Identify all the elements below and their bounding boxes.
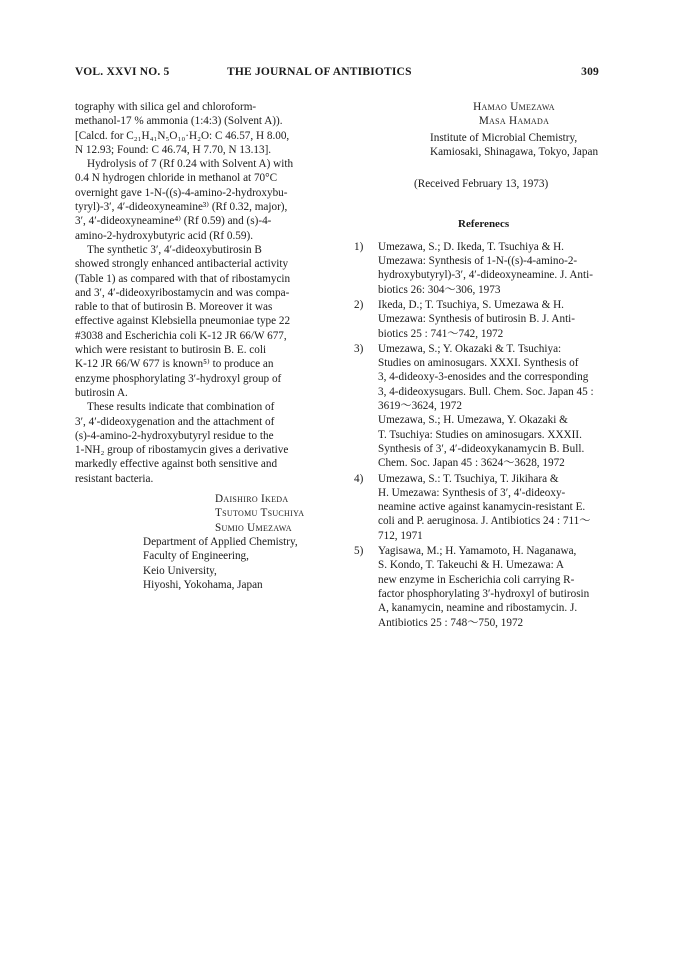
reference-line: 3, 4-dideoxysugars. Bull. Chem. Soc. Japan 45 : bbox=[378, 385, 594, 398]
text-line: K-12 JR 66/W 677 is known⁵⁾ to produce an bbox=[75, 358, 274, 371]
reference-item bbox=[350, 342, 600, 471]
text-line: These results indicate that combination of bbox=[87, 401, 275, 414]
text-line: showed strongly enhanced antibacterial activity bbox=[75, 258, 289, 271]
reference-line: 712, 1971 bbox=[378, 529, 423, 542]
affiliation-line: Faculty of Engineering, bbox=[143, 550, 249, 563]
reference-line: 3619～3624, 1972 bbox=[378, 400, 462, 413]
author-name: Masa Hamada bbox=[478, 115, 550, 128]
text-line: The synthetic 3′, 4′-dideoxybutirosin B bbox=[87, 243, 262, 256]
affiliation-line: Hiyoshi, Yokohama, Japan bbox=[143, 578, 263, 591]
paragraph-conclusion bbox=[75, 400, 329, 486]
affiliation-line: Department of Applied Chemistry, bbox=[143, 535, 298, 548]
reference-line: Umezawa, S.; D. Ikeda, T. Tsuchiya & H. bbox=[378, 240, 564, 253]
left-column bbox=[75, 100, 329, 592]
affiliation bbox=[143, 535, 329, 592]
author-block-left bbox=[75, 492, 329, 592]
reference-line: Umezawa, S.: T. Tsuchiya, T. Jikihara & bbox=[378, 472, 559, 485]
text-line: overnight gave 1-N-((s)-4-amino-2-hydroxybu- bbox=[75, 186, 288, 199]
reference-item bbox=[350, 298, 600, 341]
text-line: (s)-4-amino-2-hydroxybutyryl residue to the bbox=[75, 429, 274, 442]
reference-line: Umezawa, S.; Y. Okazaki & T. Tsuchiya: bbox=[378, 342, 562, 355]
paragraph-experimental bbox=[75, 100, 329, 157]
text-line: amino-2-hydroxybutyric acid (Rf 0.59). bbox=[75, 229, 254, 242]
received-date: (Received February 13, 1973) bbox=[414, 178, 549, 191]
text-line: butirosin A. bbox=[75, 386, 128, 399]
volume-label: VOL. XXVI NO. 5 bbox=[75, 66, 170, 78]
reference-line: T. Tsuchiya: Studies on aminosugars. XXXII. bbox=[378, 428, 582, 441]
references-heading: Referenecs bbox=[458, 218, 510, 231]
reference-line: H. Umezawa: Synthesis of 3′, 4′-dideoxy- bbox=[378, 486, 566, 499]
text-line: and 3′, 4′-dideoxyribostamycin and was compa- bbox=[75, 286, 290, 299]
reference-line: Umezawa: Synthesis of 1-N-((s)-4-amino-2- bbox=[378, 255, 578, 268]
text-line: 3′, 4′-dideoxyneamine⁴⁾ (Rf 0.59) and (s)-4- bbox=[75, 215, 272, 228]
text-line: effective against Klebsiella pneumoniae type 22 bbox=[75, 315, 291, 328]
reference-line: Ikeda, D.; T. Tsuchiya, S. Umezawa & H. bbox=[378, 298, 564, 311]
affiliation-right bbox=[350, 131, 600, 160]
author-name: Tsutomu Tsuchiya bbox=[215, 507, 305, 520]
text-line: resistant bacteria. bbox=[75, 472, 154, 485]
reference-line: Antibiotics 25 : 748～750, 1972 bbox=[378, 616, 524, 629]
reference-line: Synthesis of 3′, 4′-dideoxykanamycin B. Bull. bbox=[378, 442, 585, 455]
affiliation-line: Institute of Microbial Chemistry, bbox=[430, 131, 578, 144]
reference-line: Umezawa: Synthesis of butirosin B. J. Anti- bbox=[378, 313, 576, 326]
references-list bbox=[350, 240, 600, 630]
text-line: enzyme phosphorylating 3′-hydroxyl group of bbox=[75, 372, 282, 385]
text-line: N 12.93; Found: C 46.74, H 7.70, N 13.13]. bbox=[75, 143, 272, 156]
text-line: (Table 1) as compared with that of ribostamycin bbox=[75, 272, 291, 285]
reference-line: hydroxybutyryl)-3′, 4′-dideoxyneamine. J. Anti- bbox=[378, 269, 593, 282]
reference-line: Umezawa, S.; H. Umezawa, Y. Okazaki & bbox=[378, 414, 568, 427]
reference-number: 1) bbox=[354, 240, 364, 253]
affiliation-line: Kamiosaki, Shinagawa, Tokyo, Japan bbox=[430, 145, 599, 158]
text-line: #3038 and Escherichia coli K-12 JR 66/W 677, bbox=[75, 329, 287, 342]
affiliation-line: Keio University, bbox=[143, 564, 217, 577]
text-line: tography with silica gel and chloroform- bbox=[75, 101, 257, 113]
text-line: tyryl)-3′, 4′-dideoxyneamine³⁾ (Rf 0.32, major), bbox=[75, 201, 288, 214]
reference-line: neamine active against kanamycin-resistant E. bbox=[378, 501, 586, 514]
text-line: which were resistant to butirosin B. E. coli bbox=[75, 344, 267, 357]
author-name: Daishiro Ikeda bbox=[215, 493, 289, 506]
reference-item bbox=[350, 544, 600, 630]
text-line: [Calcd. for C₂₁H₄₁N₅O₁₀·H₂O: C 46.57, H 8.00, bbox=[75, 129, 290, 142]
reference-line: biotics 25 : 741～742, 1972 bbox=[378, 327, 504, 340]
paragraph-activity bbox=[75, 243, 329, 400]
reference-line: coli and P. aeruginosa. J. Antibiotics 24 : 711～ bbox=[378, 515, 591, 528]
text-line: 1-NH₂ group of ribostamycin gives a derivative bbox=[75, 444, 289, 457]
reference-line: 3, 4-dideoxy-3-enosides and the corresponding bbox=[378, 371, 589, 384]
paragraph-hydrolysis bbox=[75, 157, 329, 243]
reference-number: 5) bbox=[354, 545, 364, 558]
reference-line: Studies on aminosugars. XXXI. Synthesis of bbox=[378, 357, 579, 370]
text-line: 0.4 N hydrogen chloride in methanol at 70°C bbox=[75, 172, 278, 185]
reference-number: 4) bbox=[354, 472, 364, 485]
author-names-right bbox=[350, 100, 600, 129]
reference-line: biotics 26: 304～306, 1973 bbox=[378, 283, 501, 296]
reference-line: S. Kondo, T. Takeuchi & H. Umezawa: A bbox=[378, 559, 564, 572]
page-number: 309 bbox=[581, 66, 599, 78]
reference-line: Yagisawa, M.; H. Yamamoto, H. Naganawa, bbox=[378, 545, 577, 558]
journal-title: THE JOURNAL OF ANTIBIOTICS bbox=[227, 66, 412, 78]
reference-line: Chem. Soc. Japan 45 : 3624～3628, 1972 bbox=[378, 457, 565, 470]
reference-line: A, kanamycin, neamine and ribostamycin. J. bbox=[378, 602, 578, 615]
text-line: methanol-17 % ammonia (1:4:3) (Solvent A)). bbox=[75, 115, 283, 128]
author-name: Sumio Umezawa bbox=[215, 521, 292, 534]
author-name: Hamao Umezawa bbox=[473, 101, 555, 113]
text-line: 3′, 4′-dideoxygenation and the attachment of bbox=[75, 415, 275, 428]
author-names bbox=[143, 492, 329, 535]
text-line: rable to that of butirosin B. Moreover it was bbox=[75, 301, 273, 314]
reference-number: 3) bbox=[354, 342, 364, 355]
right-column bbox=[350, 100, 600, 631]
running-header bbox=[75, 66, 599, 82]
reference-number: 2) bbox=[354, 298, 364, 311]
reference-line: factor phosphorylating 3′-hydroxyl of butirosin bbox=[378, 587, 590, 600]
text-line: Hydrolysis of 7 (Rf 0.24 with Solvent A) with bbox=[87, 158, 294, 171]
reference-item bbox=[350, 472, 600, 543]
reference-item bbox=[350, 240, 600, 297]
text-line: markedly effective against both sensitive and bbox=[75, 458, 278, 471]
reference-line: new enzyme in Escherichia coli carrying R- bbox=[378, 573, 575, 586]
